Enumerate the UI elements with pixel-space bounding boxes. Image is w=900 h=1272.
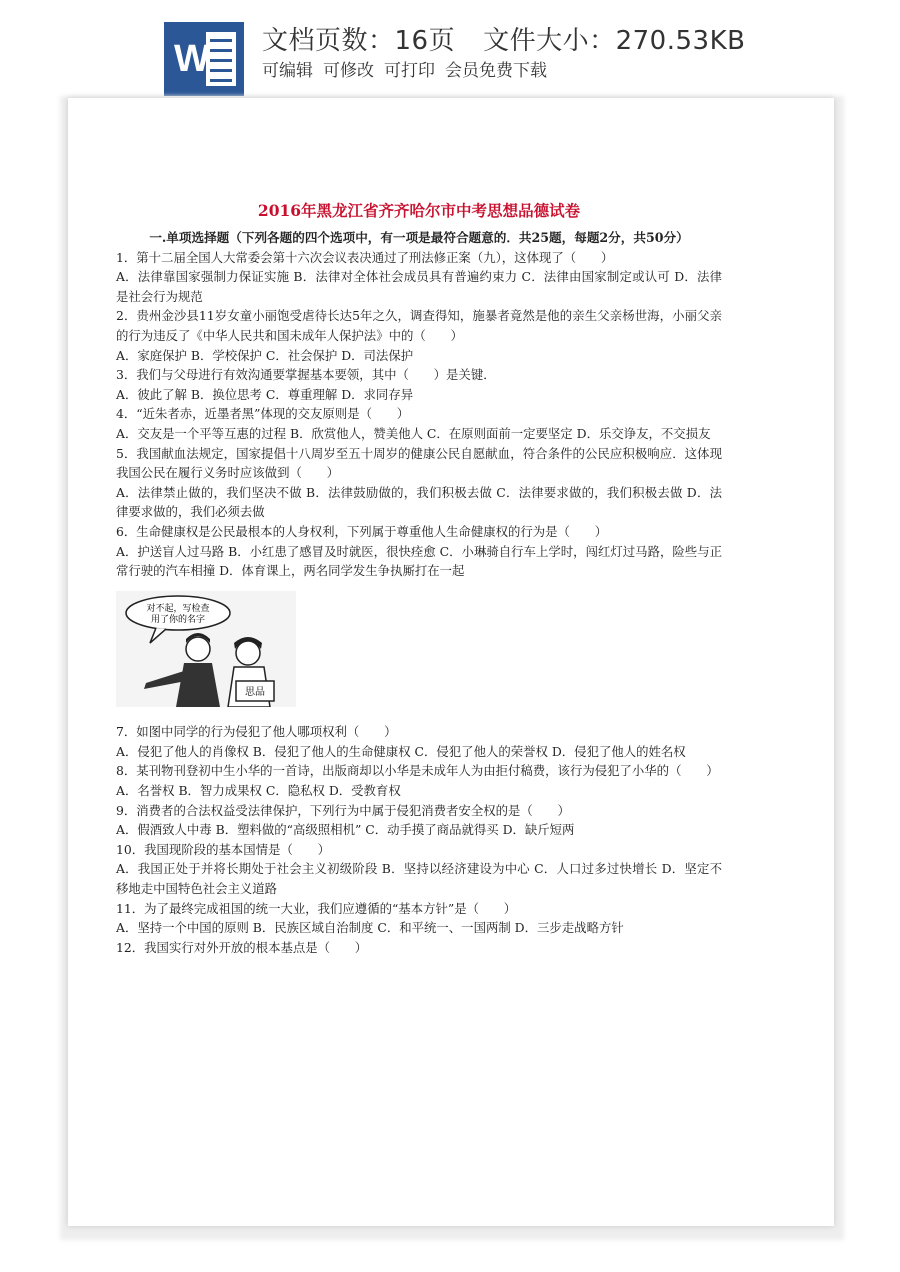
cartoon-illustration [116,591,296,707]
word-w-letter: W [174,38,210,80]
speech-text-1: 对不起，写检查 [146,603,210,614]
question-stem: 3．我们与父母进行有效沟通要掌握基本要领，其中（ ）是关键． [116,367,496,383]
question-options: A．名誉权 B．智力成果权 C．隐私权 D．受教育权 [116,783,401,799]
question-stem: 8．某刊物刊登初中生小华的一首诗，出版商却以小华是未成年人为由拒付稿费，该行为侵犯了小华的（ ） [116,763,719,779]
page-count-label: 文档页数：16页 [262,26,456,56]
question-list-2 [116,722,722,957]
question-stem: 11．为了最终完成祖国的统一大业，我们应遵循的“基本方针”是（ ） [116,900,517,916]
box-label: 思品 [245,686,265,698]
document-content [116,200,722,957]
feature-member-download: 会员免费下载 [445,61,547,81]
download-banner [0,0,900,100]
question-options: A．假酒致人中毒 B．塑料做的“高级照相机” C．动手摸了商品就得买 D．缺斤短两 [116,822,575,838]
feature-printable: 可打印 [384,61,435,81]
question-options: A．交友是一个平等互惠的过程 B．欣赏他人，赞美他人 C．在原则面前一定要坚定 D．乐交诤友，不交损友 [116,425,711,441]
doc-title: 2016年黑龙江省齐齐哈尔市中考思想品德试卷 [257,201,581,220]
question-stem: 6．生命健康权是公民最根本的人身权利，下列属于尊重他人生命健康权的行为是（ ） [116,523,608,539]
question-list-1 [116,248,722,581]
question-stem: 7．如图中同学的行为侵犯了他人哪项权利（ ） [116,724,397,740]
question-stem: 12．我国实行对外开放的根本基点是（ ） [116,939,368,955]
question-stem: 9．消费者的合法权益受法律保护，下列行为中属于侵犯消费者安全权的是（ ） [116,802,570,818]
speech-text-2: 用了你的名字 [150,614,206,625]
question-stem: 4．“近朱者赤，近墨者黑”体现的交友原则是（ ） [116,406,410,422]
question-stem: 5．我国献血法规定，国家提倡十八周岁至五十周岁的健康公民自愿献血，符合条件的公民应积极响应．这体现我国公民在履行义务时应该做到（ ） [116,445,722,481]
question-stem: 1．第十二届全国人大常委会第十六次会议表决通过了刑法修正案（九），这体现了（ ） [116,249,614,265]
feature-list [262,56,547,81]
right-figure-head [236,641,260,665]
file-info [262,20,745,57]
question-options: A．护送盲人过马路 B．小红患了感冒及时就医，很快痊愈 C．小琳骑自行车上学时，闯红灯过马路，险些与正常行驶的汽车相撞 D．体育课上，两名同学发生争执厮打在一起 [116,543,722,579]
question-options: A．我国正处于并将长期处于社会主义初级阶段 B．坚持以经济建设为中心 C．人口过多过快增长 D．坚定不移地走中国特色社会主义道路 [116,861,722,897]
question-options: A．家庭保护 B．学校保护 C．社会保护 D．司法保护 [116,347,414,363]
left-figure-head [186,637,210,661]
feature-editable: 可编辑 [262,61,313,81]
question-stem: 10．我国现阶段的基本国情是（ ） [116,841,331,857]
word-doc-icon [164,22,244,96]
question-options: A．彼此了解 B．换位思考 C．尊重理解 D．求同存异 [116,386,414,402]
question-options: A．坚持一个中国的原则 B．民族区域自治制度 C．和平统一、一国两制 D．三步走战略方针 [116,920,624,936]
question-options: A．侵犯了他人的肖像权 B．侵犯了他人的生命健康权 C．侵犯了他人的荣誉权 D．侵犯了他人的姓名权 [116,743,686,759]
file-size-label: 文件大小：270.53KB [483,26,746,56]
question-options: A．法律禁止做的，我们坚决不做 B．法律鼓励做的，我们积极去做 C．法律要求做的，我们积极去做 D．法律要求做的，我们必须去做 [116,484,722,520]
section-heading: 一.单项选择题（下列各题的四个选项中，有一项是最符合题意的．共25题，每题2分，共50分） [149,230,689,245]
feature-modifiable: 可修改 [323,61,374,81]
question-options: A．法律靠国家强制力保证实施 B．法律对全体社会成员具有普遍约束力 C．法律由国家制定或认可 D．法律是社会行为规范 [116,269,722,304]
question-stem: 2．贵州金沙县11岁女童小丽饱受虐待长达5年之久，调查得知，施暴者竟然是他的亲生父亲杨世海，小丽父亲的行为违反了《中华人民共和国未成年人保护法》中的（ ） [116,308,722,343]
